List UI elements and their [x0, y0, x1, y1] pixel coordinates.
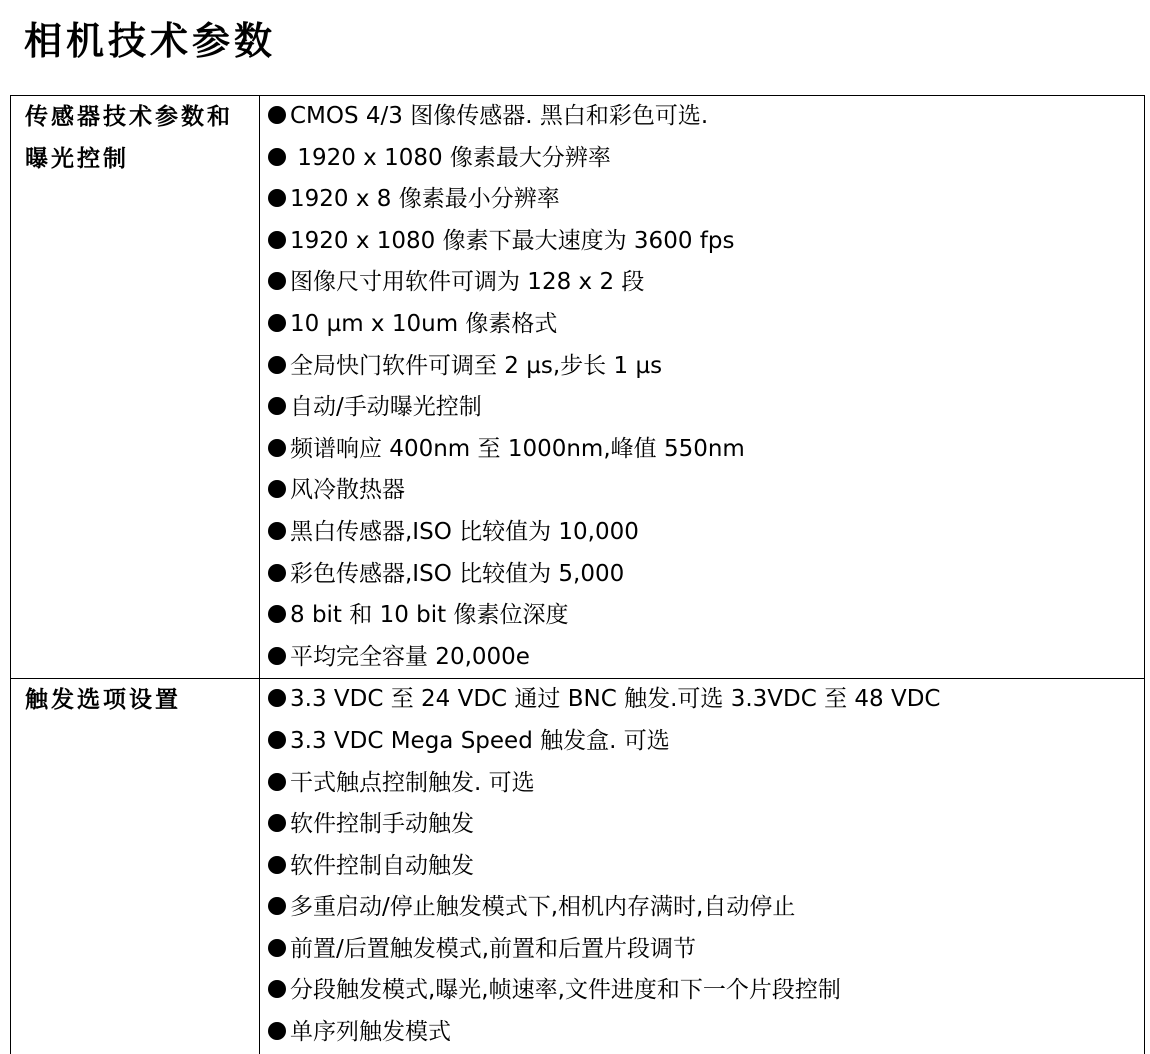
item-text: 风冷散热器	[290, 477, 405, 504]
list-item	[268, 221, 1144, 263]
list-item	[268, 804, 1144, 846]
item-text: 前置/后置触发模式,前置和后置片段调节	[290, 935, 697, 962]
bullet-icon	[268, 106, 286, 124]
item-text: 分段触发模式,曝光,帧速率,文件进度和下一个片段控制	[290, 977, 841, 1004]
list-item	[268, 679, 1144, 721]
section-label-trigger: 触发选项设置	[11, 679, 260, 1054]
bullet-icon	[268, 689, 286, 707]
item-text: 图像尺寸用软件可调为 128 x 2 段	[290, 269, 645, 296]
bullet-icon	[268, 647, 286, 665]
bullet-icon	[268, 439, 286, 457]
spec-list-sensor	[260, 96, 1144, 678]
item-text: 黑白传感器,ISO 比较值为 10,000	[290, 518, 639, 545]
list-item	[268, 429, 1144, 471]
bullet-icon	[268, 980, 286, 998]
list-item	[268, 929, 1144, 971]
table-row	[11, 96, 1145, 679]
list-item	[268, 96, 1144, 138]
item-text: 单序列触发模式	[290, 1019, 451, 1046]
bullet-icon	[268, 856, 286, 874]
bullet-icon	[268, 939, 286, 957]
item-text: 自动/手动曝光控制	[290, 394, 482, 421]
list-item	[268, 138, 1144, 180]
item-text: 软件控制自动触发	[290, 852, 474, 879]
bullet-icon	[268, 897, 286, 915]
list-item	[268, 721, 1144, 763]
bullet-icon	[268, 605, 286, 623]
list-item	[268, 970, 1144, 1012]
list-item	[268, 346, 1144, 388]
list-item	[268, 512, 1144, 554]
item-text: 频谱响应 400nm 至 1000nm,峰值 550nm	[290, 435, 745, 462]
item-text: 3.3 VDC 至 24 VDC 通过 BNC 触发.可选 3.3VDC 至 48 VDC	[290, 686, 941, 713]
item-text: 软件控制手动触发	[290, 811, 474, 838]
bullet-icon	[268, 148, 286, 166]
section-label-sensor: 传感器技术参数和曝光控制	[11, 96, 260, 679]
bullet-icon	[268, 773, 286, 791]
list-item	[268, 179, 1144, 221]
item-text: 3.3 VDC Mega Speed 触发盒. 可选	[290, 727, 670, 754]
bullet-icon	[268, 189, 286, 207]
bullet-icon	[268, 231, 286, 249]
bullet-icon	[268, 731, 286, 749]
item-text: 8 bit 和 10 bit 像素位深度	[290, 602, 569, 629]
item-text: 1920 x 1080 像素最大分辨率	[290, 144, 611, 171]
bullet-icon	[268, 564, 286, 582]
item-text: 10 µm x 10um 像素格式	[290, 310, 558, 337]
list-item	[268, 763, 1144, 805]
item-text: 干式触点控制触发. 可选	[290, 769, 535, 796]
list-item	[268, 262, 1144, 304]
item-text: 1920 x 1080 像素下最大速度为 3600 fps	[290, 227, 735, 254]
bullet-icon	[268, 1022, 286, 1040]
bullet-icon	[268, 814, 286, 832]
item-text: 平均完全容量 20,000e	[290, 643, 530, 670]
item-text: 彩色传感器,ISO 比较值为 5,000	[290, 560, 625, 587]
page-title: 相机技术参数	[24, 18, 277, 63]
bullet-icon	[268, 397, 286, 415]
spec-list-trigger	[260, 679, 1144, 1053]
list-item	[268, 304, 1144, 346]
section-items-cell	[260, 96, 1145, 679]
list-item	[268, 887, 1144, 929]
list-item	[268, 470, 1144, 512]
bullet-icon	[268, 480, 286, 498]
list-item	[268, 846, 1144, 888]
item-text: 全局快门软件可调至 2 µs,步长 1 µs	[290, 352, 663, 379]
bullet-icon	[268, 272, 286, 290]
list-item	[268, 1012, 1144, 1054]
section-items-cell	[260, 679, 1145, 1054]
bullet-icon	[268, 356, 286, 374]
list-item	[268, 387, 1144, 429]
item-text: 1920 x 8 像素最小分辨率	[290, 186, 560, 213]
list-item	[268, 637, 1144, 679]
list-item	[268, 554, 1144, 596]
bullet-icon	[268, 314, 286, 332]
spec-table	[10, 95, 1145, 1054]
item-text: CMOS 4/3 图像传感器. 黑白和彩色可选.	[290, 103, 709, 129]
bullet-icon	[268, 522, 286, 540]
list-item	[268, 595, 1144, 637]
table-row	[11, 679, 1145, 1054]
item-text: 多重启动/停止触发模式下,相机内存满时,自动停止	[290, 894, 796, 921]
